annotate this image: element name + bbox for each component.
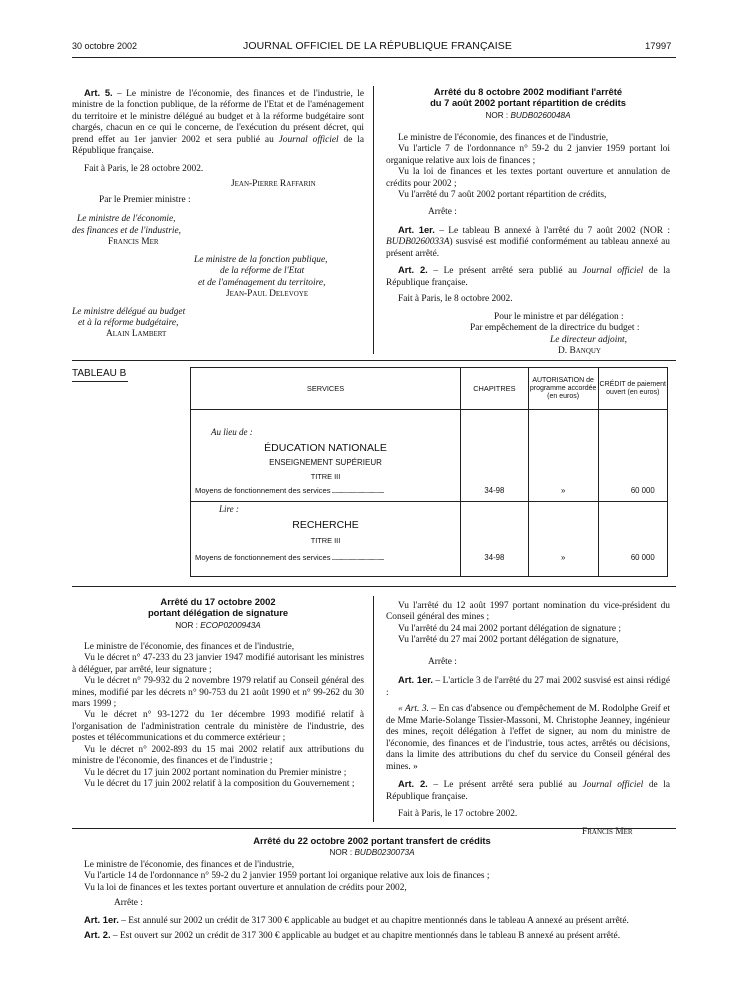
minister-title: Le ministre de la fonction publique, [194,254,328,265]
arrete-title-line: Arrêté du 17 octobre 2002 [160,596,276,607]
visa: Vu le décret du 17 juin 2002 portant nomination du Premier ministre ; [84,767,347,778]
col-header-credit: CRÉDIT de paiement ouvert (en euros) [598,368,668,410]
autorisation-cell [528,501,598,576]
nor-reference [386,111,670,121]
article-text: – Le présent arrêté sera publié au [427,266,583,277]
signature-prime-minister: Jean-Pierre Raffarin [231,179,316,190]
section-rule [72,586,676,587]
header-date: 30 octobre 2002 [72,41,138,51]
col-header-autorisation: AUTORISATION de programme accordée (en euros) [528,368,598,410]
nor-label: NOR : [175,620,201,630]
article-text: – Est annulé sur 2002 un crédit de 317 300 € applicable au budget et au chapitre mentionnés dans le tableau A annexé au présent arrêté. [118,915,629,926]
signature-minister: Francis Mer [108,237,159,248]
quoted-article-text: – En cas d'absence ou d'empêchement de M. Rodolphe Greif et de Mme Marie-Solange Tissier-Massoni, M. Christophe Jeanney, ingénieur des mines, reçoit délégation à l'effet de signer, au nom du ministre de l'économie, des finances et de l'industrie, tous actes, arrêtés ou décisions, dans la limite des attributions du chef du service du Conseil général des mines. » [386,704,670,772]
signature-director: D. Banquy [558,346,601,357]
arrete-word: Arrête : [428,207,457,218]
table-label-underline [72,381,128,382]
visa: Vu le décret n° 47-233 du 23 janvier 1947 modifié autorisant les ministres à déléguer, par arrêté, leur signature ; [72,653,364,675]
column-divider-mid [373,596,374,822]
visa: Vu l'arrêté du 24 mai 2002 portant délégation de signature ; [398,623,621,634]
line-item: Moyens de fonctionnement des services ............................................... [195,552,384,562]
autorisation-cell [528,410,598,501]
journal-ref: Journal officiel [582,266,644,277]
visa: Le ministre de l'économie, des finances et de l'industrie, [84,641,295,652]
chapitre-value: 34-98 [484,552,505,562]
visa: Le ministre de l'économie, des finances et de l'industrie, [398,132,609,143]
minister-title: des finances et de l'industrie, [72,225,182,236]
article-text: – Le présent arrêté sera publié au [427,780,583,791]
fait-line: Fait à Paris, le 8 octobre 2002. [398,294,513,305]
autorisation-value: » [560,552,566,562]
signature-minister: Jean-Paul Delevoye [226,289,309,300]
arrete-17-octobre-continued [386,601,670,838]
article-text-end: de la République française. [386,780,670,802]
visa: Vu l'arrêté du 27 mai 2002 portant délégation de signature, [398,635,619,646]
article-label: Art. 1er. [398,223,435,235]
arrete-title: Arrêté du 22 octobre 2002 portant transfert de crédits [253,835,491,846]
minister-title: et de l'aménagement du territoire, [198,277,326,288]
article-text: – Est ouvert sur 2002 un crédit de 317 300 € applicable au budget et au chapitre mentionnés dans le tableau B annexé au présent arrêté. [110,931,621,942]
journal-ref: Journal officiel [582,780,644,791]
article-label: Art. 2. [84,929,111,941]
col-header-chapitres: CHAPITRES [461,368,529,410]
delegation-line: Par empêchement de la directrice du budget : [470,323,640,334]
page-number: 17997 [645,41,672,52]
ministry-heading: ÉDUCATION NATIONALE [264,442,387,455]
credit-cell [598,410,668,501]
nor-reference [72,848,672,858]
services-cell [191,410,461,501]
section-heading: ENSEIGNEMENT SUPÉRIEUR [269,458,382,468]
article-label: Art. 1er. [398,674,434,686]
credit-value: 60 000 [630,552,655,562]
visa: Vu l'article 14 de l'ordonnance n° 59-2 du 2 janvier 1959 portant loi organique relative aux lois de finances ; [84,871,490,882]
minister-title: Le ministre de l'économie, [77,214,176,225]
visa: Vu le décret n° 79-932 du 2 novembre 1979 relatif au Conseil général des mines, modifié par les décrets n° 90-753 du 21 août 1990 et n° 99-262 du 30 mars 1999 ; [72,676,364,709]
section-rule [72,828,676,829]
line-item: Moyens de fonctionnement des services ............................................... [195,486,384,496]
chapitre-cell [461,501,529,576]
arrete-title-line: Arrêté du 8 octobre 2002 modifiant l'arrêté [433,86,623,97]
column-divider-top [373,86,374,354]
minister-title: de la réforme de l'Etat [220,266,305,277]
arrete-title [386,87,670,109]
nor-label: NOR : [329,847,355,857]
quoted-article-label: « Art. 3. [398,704,429,715]
visa: Vu la loi de finances et les textes portant ouverture et annulation de crédits pour 2002, [84,882,407,893]
ministry-heading: RECHERCHE [292,518,359,531]
visa: Vu le décret n° 2002-893 du 15 mai 2002 relatif aux attributions du ministre de l'économie, des finances et de l'industrie ; [72,744,364,767]
visa: Vu l'arrêté du 7 août 2002 portant répartition de crédits, [398,189,607,200]
line-item-label: Moyens de fonctionnement des services [195,486,331,496]
par-line: Par le Premier ministre : [99,194,191,205]
visa: Vu la loi de finances et les textes portant ouverture et annulation de crédits pour 2002 ; [386,167,670,189]
services-cell [191,501,461,576]
nor-reference [72,621,364,631]
article-text: – Le ministre de l'économie, des finances et de l'industrie, le ministre de la fonction publique, de la réforme de l'Etat et de l'aménagement du territoire et le ministre délégué au budget et à la réforme budgétaire sont chargés, chacun en ce qui le concerne, de l'exécution du présent décret, qui prend effet au 1er janvier 2002 et sera publié au [72,89,364,145]
article-label: Art. 2. [398,778,428,790]
article-label: Art. 2. [398,264,428,276]
fait-line: Fait à Paris, le 17 octobre 2002. [398,809,518,820]
director-title: Le directeur adjoint, [550,334,627,345]
fait-line: Fait à Paris, le 28 octobre 2002. [84,163,204,174]
journal-ref: Journal officiel [278,134,339,145]
delegation-line: Pour le ministre et par délégation : [494,311,624,322]
article-text: – Le tableau B annexé à l'arrêté du 7 août 2002 (NOR : [434,225,670,236]
line-item-label: Moyens de fonctionnement des services [195,552,331,562]
titre-heading: TITRE III [310,535,341,545]
visa: Vu le décret n° 93-1272 du 1er décembre 1993 modifié relatif à l'organisation de l'administration centrale du ministère de l'industrie, des postes et télécommunications et du commerce extérieur ; [72,710,364,744]
credits-table [190,367,668,577]
visa: Le ministre de l'économie, des finances et de l'industrie, [84,859,295,870]
article-text-end: ) susvisé est modifié conformément au tableau annexé au présent arrêté. [386,237,670,259]
page-header [0,41,748,55]
credit-value: 60 000 [630,486,655,496]
arrete-title-line: du 7 août 2002 portant répartition de crédits [430,96,626,108]
au-lieu-label: Au lieu de : [211,427,253,438]
autorisation-value: » [560,486,566,496]
arrete-17-octobre [72,597,364,791]
table-row [191,501,668,576]
chapitre-value: 34-98 [484,486,505,496]
signature-minister: Francis Mer [582,826,633,837]
nor-label: NOR : [485,110,511,120]
arrete-22-octobre [72,836,672,943]
credit-cell [598,501,668,576]
section-rule [72,360,676,361]
visa: Vu l'article 7 de l'ordonnance n° 59-2 du 2 janvier 1959 portant loi organique relative aux lois de finances ; [386,144,670,166]
arrete-title-line: portant délégation de signature [147,606,289,618]
article-label: Art. 5. [84,87,113,98]
journal-title: JOURNAL OFFICIEL DE LA RÉPUBLIQUE FRANÇAISE [243,40,512,52]
nor-code: BUDB0230073A [354,847,415,857]
table-label: TABLEAU B [72,368,127,379]
visa: Vu l'arrêté du 12 août 1997 portant nomination du vice-président du Conseil général des mines ; [386,601,670,623]
minister-title: et à la réforme budgétaire, [78,317,179,328]
decree-article-5 [72,87,364,341]
lire-label: Lire : [219,503,239,514]
nor-code: BUDB0260048A [510,110,571,120]
visa: Vu le décret du 17 juin 2002 relatif à la composition du Gouvernement ; [84,779,355,790]
table-row [191,410,668,501]
article-text-end: de la République française. [72,134,364,157]
arrete-word: Arrête : [428,656,457,667]
nor-code: BUDB0260033A [386,237,450,248]
col-header-services: SERVICES [191,368,461,410]
minister-title: Le ministre délégué au budget [72,306,186,317]
nor-code: ECOP0200943A [200,620,261,630]
chapitre-cell [461,410,529,501]
article-text-end: de la République française. [386,266,670,288]
titre-heading: TITRE III [310,472,341,482]
signature-minister: Alain Lambert [106,329,167,340]
arrete-title [72,597,364,619]
article-label: Art. 1er. [84,913,119,925]
arrete-word: Arrête : [114,898,143,909]
arrete-8-octobre [386,87,670,358]
header-rule [72,57,676,58]
article-text: – L'article 3 de l'arrêté du 27 mai 2002 susvisé est ainsi rédigé : [386,676,670,698]
